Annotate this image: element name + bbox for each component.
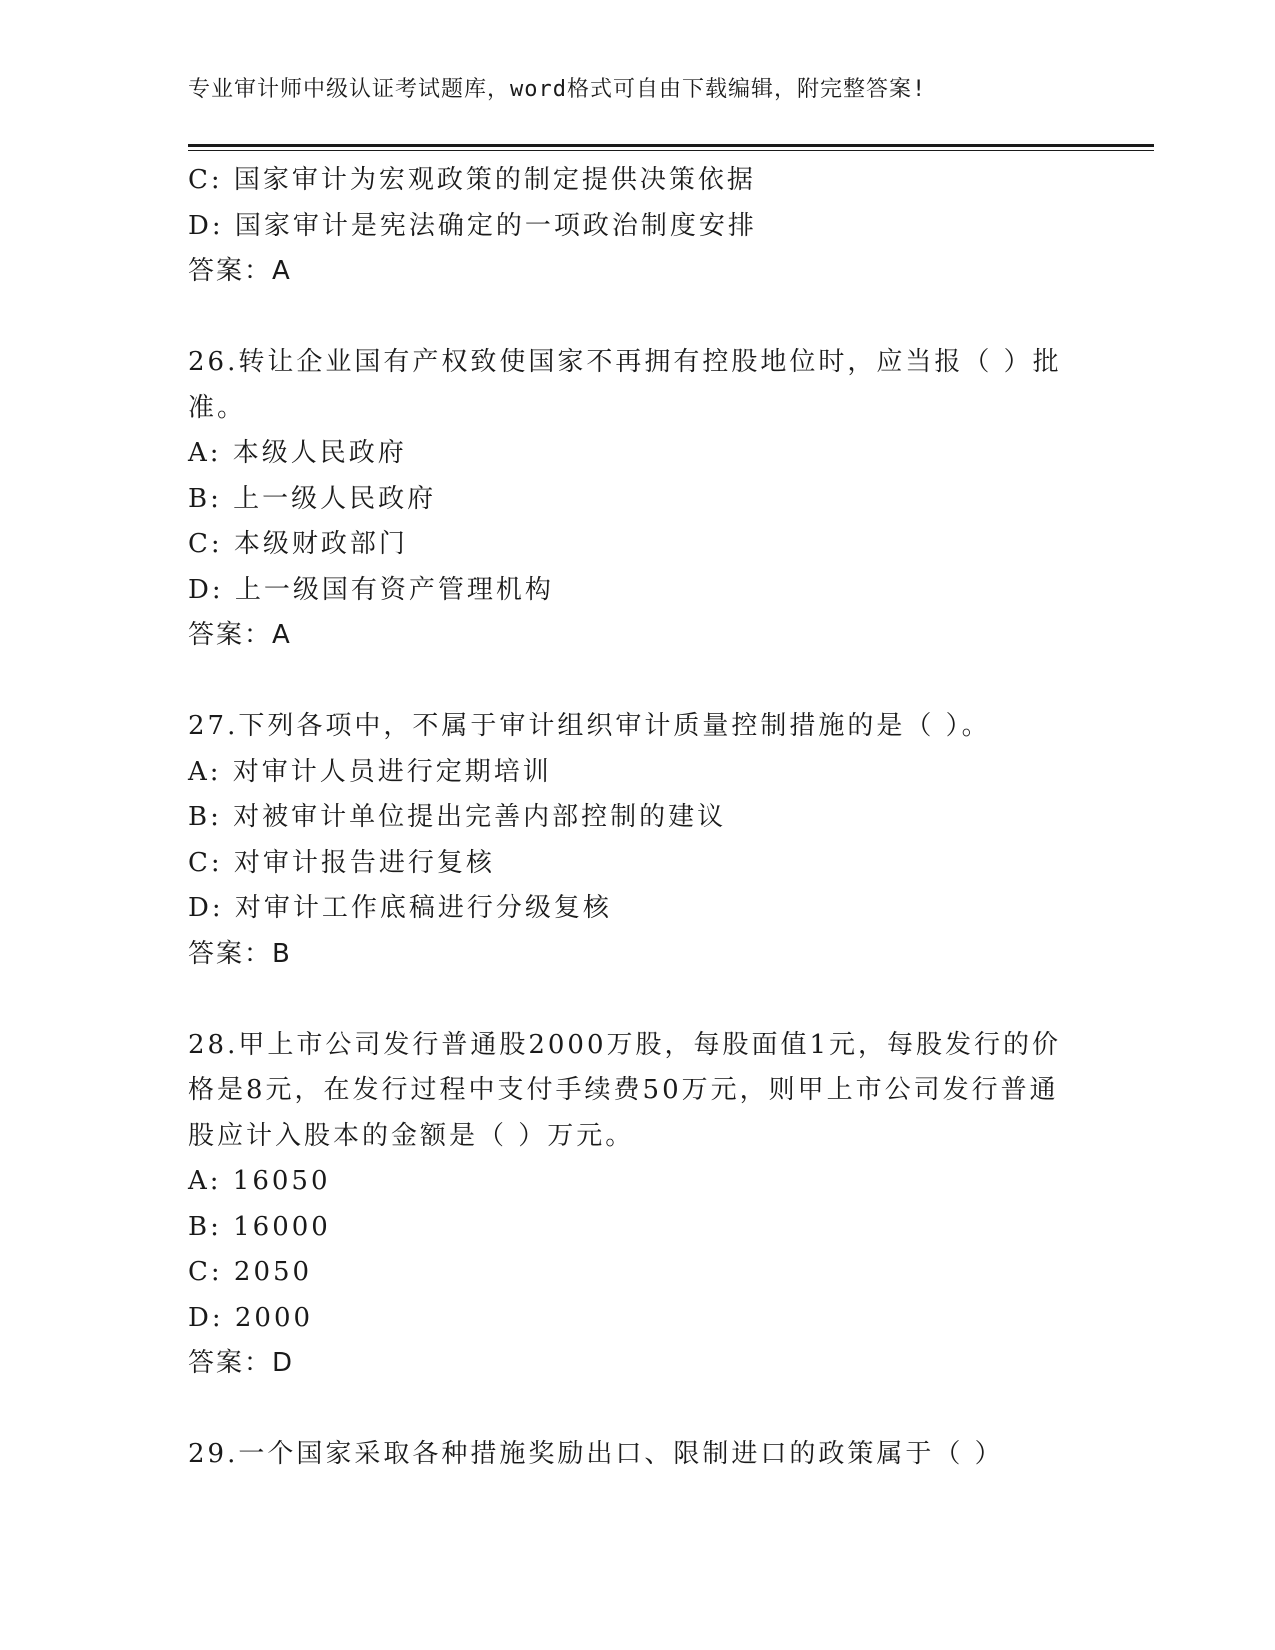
header-rule-thin <box>188 150 1154 151</box>
option-a: A: 本级人民政府 <box>188 438 407 468</box>
question-stem: 27.下列各项中，不属于审计组织审计质量控制措施的是（ ）。 <box>188 711 991 741</box>
option-c: C: 2050 <box>188 1257 313 1287</box>
question-28 <box>188 1023 1088 1387</box>
question-26 <box>188 340 1088 659</box>
page-header: 专业审计师中级认证考试题库，word格式可自由下载编辑，附完整答案! <box>188 77 927 102</box>
option-c: C: 国家审计为宏观政策的制定提供决策依据 <box>188 165 756 195</box>
option-b: B: 16000 <box>188 1211 331 1242</box>
option-b: B: 对被审计单位提出完善内部控制的建议 <box>188 802 727 832</box>
question-stem: 格是8元，在发行过程中支付手续费50万元，则甲上市公司发行普通 <box>188 1075 1059 1105</box>
header-rule-thick <box>188 144 1154 147</box>
answer: 答案：A <box>188 256 292 286</box>
question-stem: 准。 <box>188 392 247 423</box>
option-d: D: 上一级国有资产管理机构 <box>188 574 554 605</box>
option-d: D: 国家审计是宪法确定的一项政治制度安排 <box>188 210 757 241</box>
question-stem: 28.甲上市公司发行普通股2000万股，每股面值1元，每股发行的价 <box>188 1029 1062 1060</box>
question-29 <box>188 1432 1088 1478</box>
answer: 答案：B <box>188 938 292 969</box>
option-c: C: 本级财政部门 <box>188 529 408 559</box>
question-stem: 26.转让企业国有产权致使国家不再拥有控股地位时，应当报（ ）批 <box>188 347 1062 377</box>
option-d: D: 对审计工作底稿进行分级复核 <box>188 893 612 923</box>
option-c: C: 对审计报告进行复核 <box>188 847 495 878</box>
question-stem: 29.一个国家采取各种措施奖励出口、限制进口的政策属于（ ） <box>188 1439 1004 1469</box>
answer: 答案：D <box>188 1348 295 1378</box>
question-stem: 股应计入股本的金额是（ ）万元。 <box>188 1120 635 1151</box>
option-b: B: 上一级人民政府 <box>188 483 437 514</box>
answer: 答案：A <box>188 620 292 650</box>
option-a: A: 16050 <box>188 1166 331 1196</box>
option-a: A: 对审计人员进行定期培训 <box>188 756 552 787</box>
question-27 <box>188 704 1088 977</box>
question-content <box>188 158 1088 1478</box>
option-d: D: 2000 <box>188 1302 314 1333</box>
